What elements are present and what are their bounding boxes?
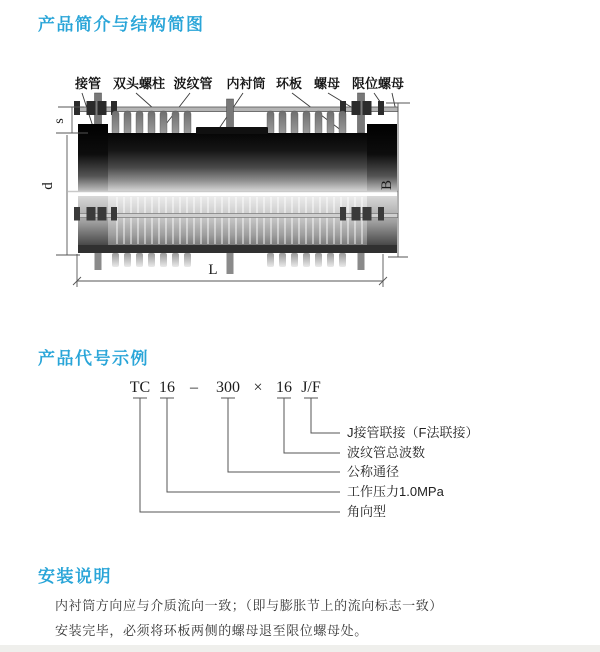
tie-rod-bottom (75, 214, 398, 218)
inner-liner-strip (196, 127, 268, 134)
callout-wave-count: 波纹管总波数 (347, 445, 426, 460)
section-title-structure: 产品简介与结构简图 (38, 15, 205, 34)
code-part-waves: 16 (276, 379, 292, 396)
code-part-dash: – (190, 379, 198, 396)
code-callout-labels (347, 425, 478, 519)
pipe-collar-bottom-left (78, 196, 108, 253)
callout-nominal-diameter: 公称通径 (347, 464, 400, 479)
callout-working-pressure: 工作压力1.0MPa (347, 484, 444, 499)
install-instruction-2: 安装完毕，必须将环板两侧的螺母退至限位螺母处。 (55, 623, 368, 638)
section-title-code-example: 产品代号示例 (38, 349, 149, 368)
tie-rod-top (75, 107, 398, 112)
pipe-collar-top-left (78, 124, 108, 191)
dim-label-d: d (40, 182, 56, 190)
callout-connection: J接管联接（F法联接） (347, 425, 479, 440)
structure-diagram (40, 76, 410, 287)
part-label-stud: 双头螺柱 (112, 76, 166, 91)
code-part-diameter: 300 (216, 379, 240, 396)
dim-label-B: B (379, 179, 395, 191)
reflection-streaks (112, 197, 363, 244)
joint-body-top (108, 133, 367, 191)
dim-label-L: L (208, 262, 218, 278)
install-instruction-1: 内衬筒方向应与介质流向一致；（即与膨胀节上的流向标志一致） (55, 598, 443, 613)
part-label-limit-nut: 限位螺母 (351, 76, 405, 91)
bottom-edge-strip (78, 245, 397, 253)
part-label-pipe: 接管 (74, 76, 102, 91)
dim-label-s: s (52, 118, 67, 124)
part-label-bellows: 波纹管 (173, 76, 213, 91)
dimension-d (40, 135, 80, 255)
code-part-pressure: 16 (159, 379, 175, 396)
page-bottom-strip (0, 645, 600, 652)
code-part-type: TC (129, 379, 151, 396)
code-string (130, 379, 321, 396)
code-connectors (133, 398, 340, 512)
part-labels (74, 76, 404, 91)
product-code-diagram (130, 379, 479, 519)
section-title-installation: 安装说明 (38, 567, 112, 586)
part-label-liner: 内衬筒 (226, 76, 266, 91)
callout-angular-type: 角向型 (347, 504, 387, 519)
part-label-ring-plate: 环板 (275, 76, 303, 91)
code-part-connection: J/F (301, 379, 321, 396)
part-label-nut: 螺母 (313, 76, 341, 91)
studs-bottom (95, 253, 365, 274)
code-part-times: × (253, 379, 263, 396)
pipe-collar-bottom-right (367, 196, 397, 253)
